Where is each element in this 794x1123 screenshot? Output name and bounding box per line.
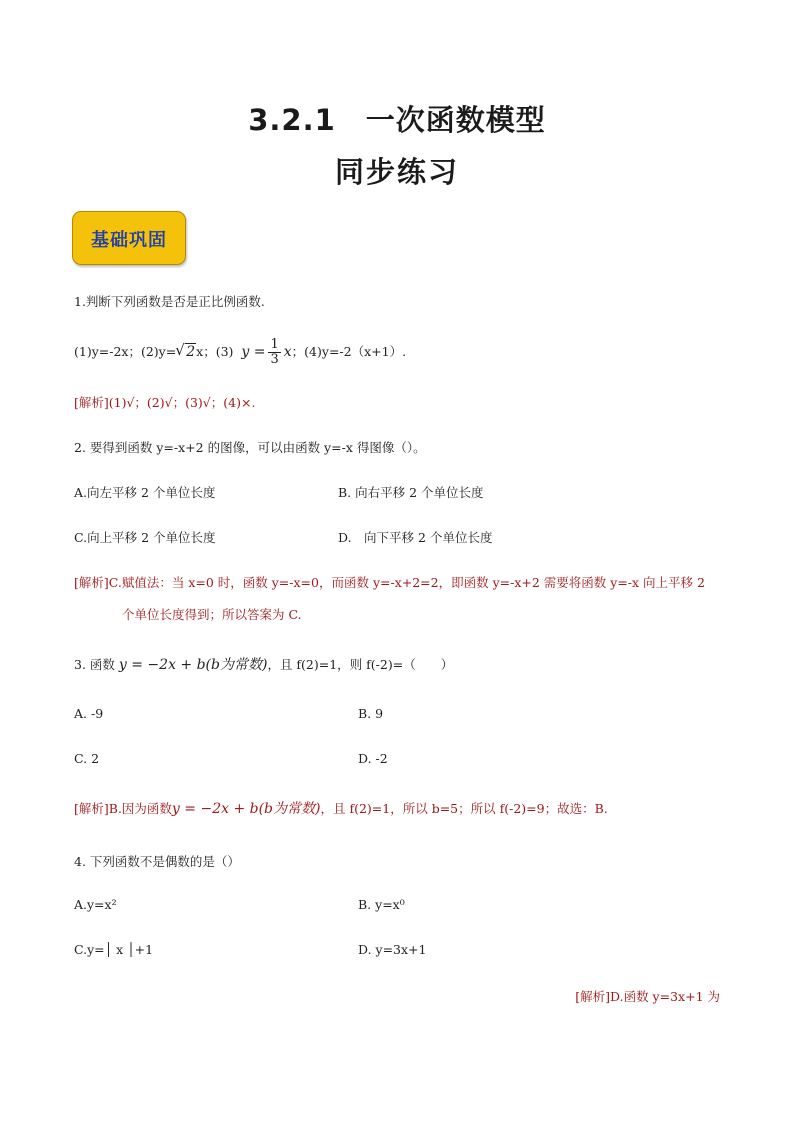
q1-part3: ；(4)y=-2（x+1）.: [291, 344, 407, 359]
q1-options: [74, 338, 406, 367]
q2-option-d: D. 向下平移 2 个单位长度: [338, 530, 493, 545]
q3-stem: [74, 654, 453, 674]
q3-stem-post: ，且 f(2)=1，则 f(-2)=（ ）: [267, 657, 454, 672]
q4-option-b: B. y=x⁰: [358, 897, 405, 912]
sqrt-symbol: [176, 344, 196, 360]
q2-option-c: C.向上平移 2 个单位长度: [74, 530, 216, 545]
q3-answer-formula: y = −2x + b(b为常数): [171, 801, 321, 817]
fraction: [268, 338, 280, 367]
q4-answer: [解析]D.函数 y=3x+1 为: [575, 989, 720, 1004]
q3-option-b: B. 9: [358, 706, 384, 721]
fraction-numerator: 1: [270, 337, 279, 352]
q3-formula: y = −2x + b(b为常数): [118, 657, 268, 673]
q1-part1: (1)y=-2x；(2)y=: [74, 344, 177, 359]
q2-answer-line1: [解析]C.赋值法：当 x=0 时，函数 y=-x=0，而函数 y=-x+2=2，即函数 y=-x+2 需要将函数 y=-x 向上平移 2: [74, 575, 705, 590]
page-subtitle: 同步练习: [334, 155, 459, 189]
q3-answer-post: ，且 f(2)=1，所以 b=5；所以 f(-2)=9；故选：B.: [320, 801, 608, 816]
page-title: 3.2.1 一次函数模型: [248, 103, 546, 137]
section-badge-label: 基础巩固: [91, 230, 167, 251]
q4-option-a: A.y=x²: [74, 897, 117, 912]
q4-stem: 4. 下列函数不是偶数的是（）: [74, 854, 240, 869]
q2-answer-line2: 个单位长度得到；所以答案为 C.: [122, 607, 302, 622]
q3-stem-pre: 3. 函数: [74, 657, 115, 672]
q3-answer-pre: [解析]B.因为函数: [74, 801, 172, 816]
section-badge: [72, 211, 186, 265]
q1-frac-var: x: [283, 344, 292, 360]
q1-part2: x；(3): [196, 344, 234, 359]
q1-stem: 1.判断下列函数是否是正比例函数.: [74, 294, 265, 309]
q4-option-c: C.y=│ x │+1: [74, 942, 154, 957]
q3-option-c: C. 2: [74, 751, 100, 766]
q1-answer: [解析](1)√；(2)√；(3)√；(4)×.: [74, 395, 256, 410]
q3-option-a: A. -9: [74, 706, 104, 721]
q1-y-eq: y =: [241, 344, 266, 360]
sqrt-radicand: 2: [186, 344, 196, 360]
q2-option-a: A.向左平移 2 个单位长度: [74, 485, 216, 500]
q3-answer: [74, 798, 608, 818]
q3-option-d: D. -2: [358, 751, 388, 766]
fraction-denominator: 3: [270, 352, 279, 367]
q2-option-b: B. 向右平移 2 个单位长度: [338, 485, 484, 500]
q2-stem: 2. 要得到函数 y=-x+2 的图像，可以由函数 y=-x 得图像（）。: [74, 440, 426, 455]
q4-option-d: D. y=3x+1: [358, 942, 427, 957]
